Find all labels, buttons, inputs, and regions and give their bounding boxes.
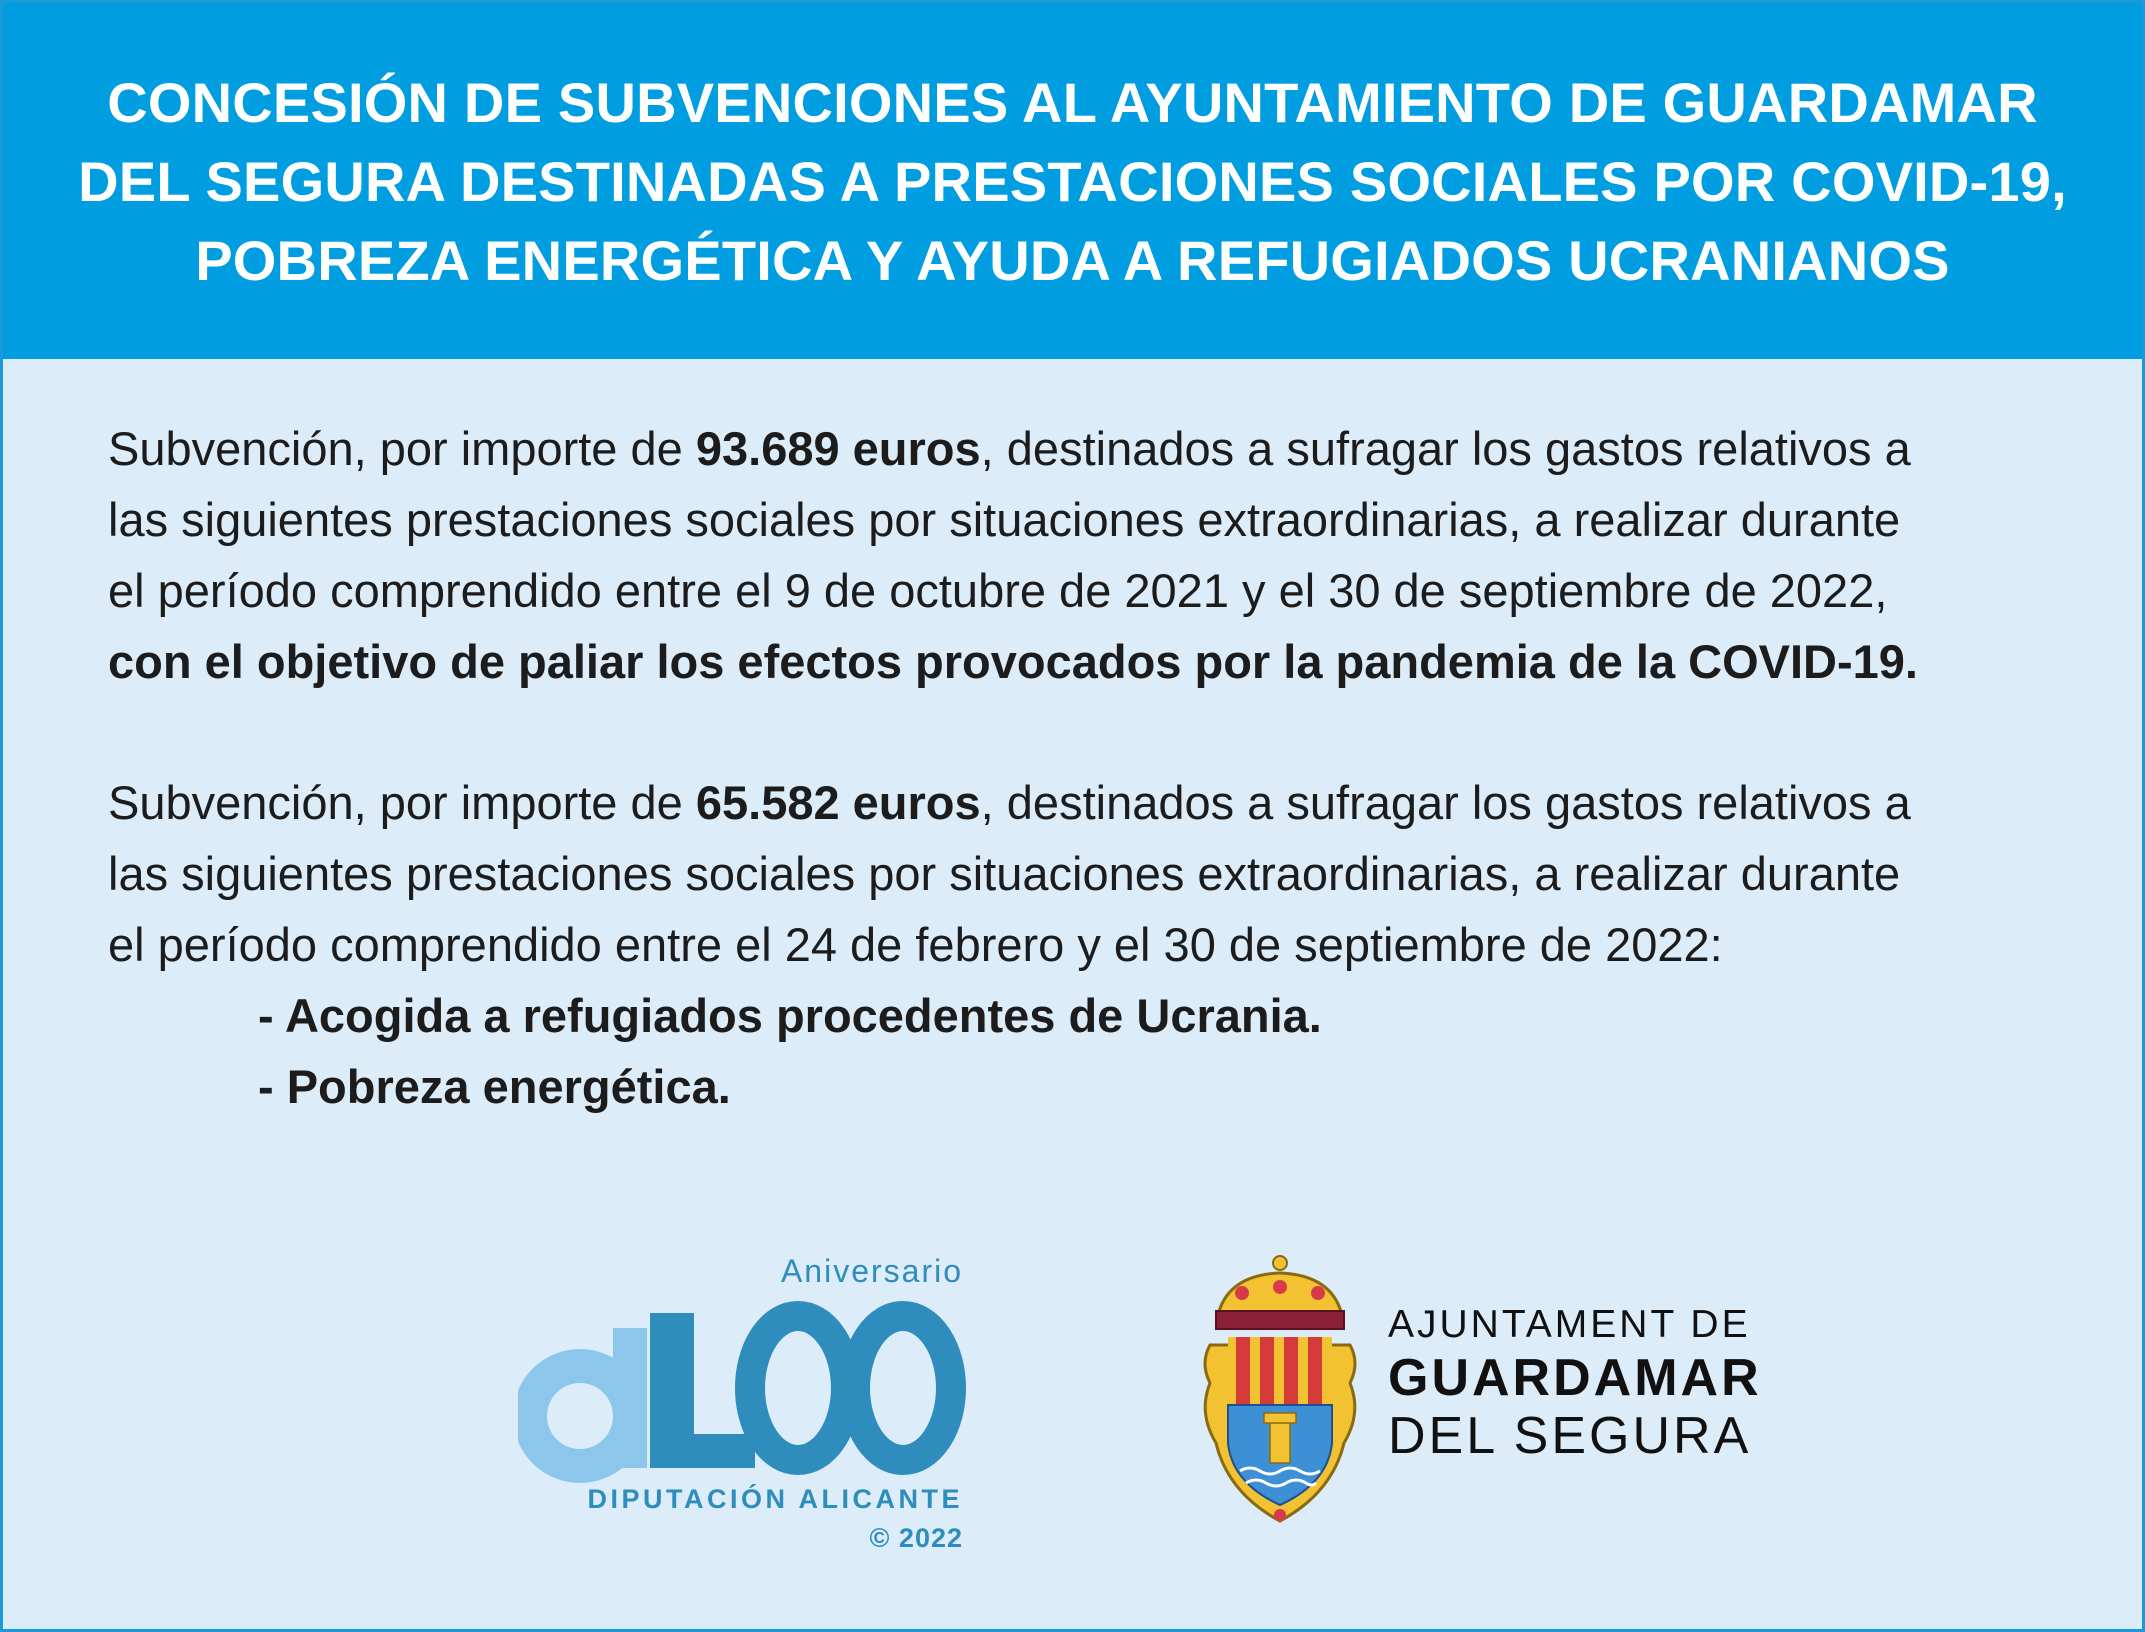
paragraph-1-amount: 93.689 euros	[695, 422, 981, 475]
paragraph-2-line-1	[108, 767, 2068, 838]
title-banner	[3, 3, 2142, 359]
paragraph-1-line-1	[108, 413, 2068, 484]
paragraph-2-line-3: el período comprendido entre el 24 de febrero y el 30 de septiembre de 2022:	[108, 918, 1723, 971]
diputacion-copyright-year: © 2022	[869, 1523, 963, 1553]
paragraph-1-line-2: las siguientes prestaciones sociales por situaciones extraordinarias, a realizar durante	[108, 493, 1901, 546]
bullet-energy-poverty: - Pobreza energética.	[258, 1060, 731, 1113]
paragraph-2-tail: , destinados a sufragar los gastos relativos a	[980, 776, 1911, 829]
paragraph-1-lead: Subvención, por importe de	[108, 422, 696, 475]
paragraph-2-amount: 65.582 euros	[695, 776, 981, 829]
title-line-1: CONCESIÓN DE SUBVENCIONES AL AYUNTAMIENTO DE GUARDAMAR	[107, 70, 2038, 134]
paragraph-2-line-2: las siguientes prestaciones sociales por situaciones extraordinarias, a realizar durante	[108, 847, 1901, 900]
title-line-2: DEL SEGURA DESTINADAS A PRESTACIONES SOCIALES POR COVID-19,	[78, 149, 2067, 213]
ayuntamiento-line-1: AJUNTAMENT DE	[1388, 1303, 1751, 1346]
diputacion-name: DIPUTACIÓN ALICANTE	[587, 1484, 963, 1514]
diputacion-aniversario-text: Aniversario	[780, 1253, 963, 1289]
bullet-refugees: - Acogida a refugiados procedentes de Ucrania.	[258, 989, 1322, 1042]
ayuntamiento-line-2: GUARDAMAR	[1388, 1349, 1762, 1407]
paragraph-1-tail: , destinados a sufragar los gastos relativos a	[980, 422, 1911, 475]
paragraph-1-objective: con el objetivo de paliar los efectos provocados por la pandemia de la COVID-19.	[108, 635, 1918, 688]
paragraph-2-lead: Subvención, por importe de	[108, 776, 696, 829]
title-line-3: POBREZA ENERGÉTICA Y AYUDA A REFUGIADOS UCRANIANOS	[195, 228, 1950, 292]
guardamar-coat-of-arms-icon	[1198, 1253, 1363, 1533]
ayuntamiento-line-3: DEL SEGURA	[1388, 1407, 1752, 1465]
ayuntamiento-logo-text	[1388, 1301, 1762, 1465]
announcement-body	[108, 413, 2068, 1122]
paragraph-1-line-3: el período comprendido entre el 9 de octubre de 2021 y el 30 de septiembre de 2022,	[108, 564, 1888, 617]
diputacion-dl00-mark-icon	[518, 1258, 978, 1488]
diputacion-logo	[518, 1248, 978, 1558]
